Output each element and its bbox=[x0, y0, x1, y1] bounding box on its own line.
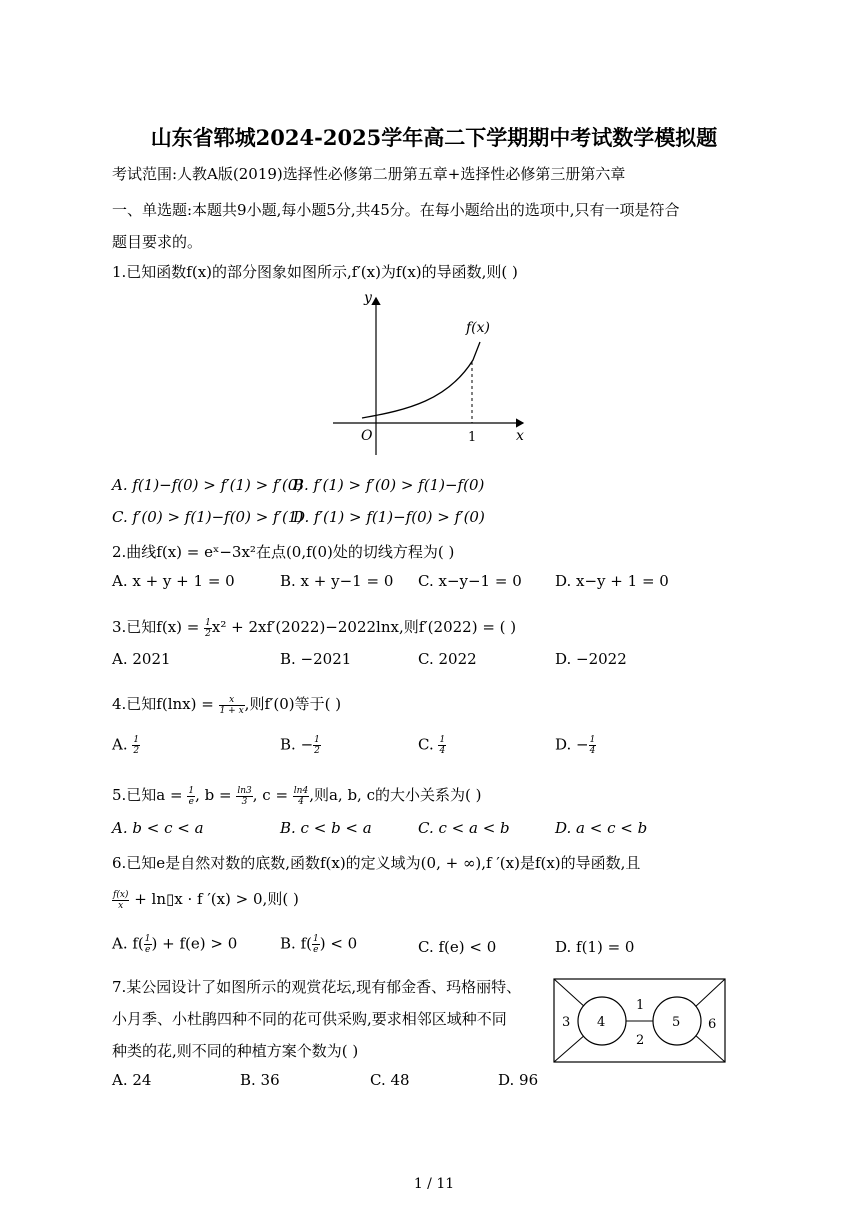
y-axis-label: y bbox=[364, 290, 372, 306]
q6-option-b-fraction bbox=[312, 934, 320, 955]
q6-option-c bbox=[418, 938, 496, 956]
section-heading-line1: 一、单选题:本题共9小题,每小题5分,共45分。在每小题给出的选项中,只有一项是符合 bbox=[112, 201, 680, 219]
q5-c-denominator: 4 bbox=[298, 796, 304, 807]
origin-label: O bbox=[361, 428, 373, 444]
q4-stem bbox=[112, 693, 341, 716]
section-heading-line2: 题目要求的。 bbox=[112, 233, 203, 251]
q7-stem-line3: 种类的花,则不同的种植方案个数为( ) bbox=[112, 1042, 359, 1060]
q4-option-b-denominator: 2 bbox=[314, 746, 320, 756]
q1-option-d: D. f′(1) > f(1)−f(0) > f′(0) bbox=[293, 508, 485, 526]
q4-option-a bbox=[112, 735, 140, 756]
q4-option-c-label: C. bbox=[418, 735, 439, 754]
q6-condition-fraction bbox=[112, 890, 129, 911]
q5-b-denominator: 3 bbox=[241, 796, 248, 807]
q4-option-c-numerator: 1 bbox=[439, 735, 446, 745]
q4-option-d-label: D. bbox=[555, 735, 577, 754]
q5-b-numerator: ln3 bbox=[237, 785, 252, 796]
q6-option-a bbox=[112, 934, 237, 955]
q5-stem-a: 5.已知a = bbox=[112, 786, 188, 804]
q4-option-b-sign: − bbox=[300, 735, 314, 754]
q6-option-b-label: B. bbox=[280, 934, 301, 953]
q4-option-d bbox=[555, 735, 596, 756]
q6-option-b-pre: f( bbox=[300, 934, 312, 953]
q1-stem: 1.已知函数f(x)的部分图象如图所示,f′(x)为f(x)的导函数,则( ) bbox=[112, 263, 518, 281]
q6-stem: 6.已知e是自然对数的底数,函数f(x)的定义域为(0, + ∞),f ′(x)是f(x)的导函数,且 bbox=[112, 854, 641, 872]
q3-option-b: B. −2021 bbox=[280, 650, 352, 668]
q4-option-d-sign: − bbox=[576, 735, 589, 754]
q4-option-c-denominator: 4 bbox=[439, 746, 446, 756]
q6-condition-numerator: f(x) bbox=[113, 889, 129, 900]
q6-option-a-numerator: 1 bbox=[144, 934, 151, 944]
q4-fraction-denominator: 1 + x bbox=[219, 705, 244, 716]
region-5-label: 5 bbox=[672, 1015, 681, 1030]
q3-stem bbox=[112, 616, 516, 639]
q6-condition-denominator: x bbox=[118, 900, 124, 911]
q5-a-denominator: e bbox=[188, 796, 194, 807]
q7-stem-line1: 7.某公园设计了如图所示的观赏花坛,现有郁金香、玛格丽特、 bbox=[112, 978, 522, 996]
q4-option-b bbox=[280, 735, 321, 756]
q6-option-a-denominator: e bbox=[144, 945, 151, 955]
q6-option-b-denominator: e bbox=[313, 945, 319, 955]
q3-option-d: D. −2022 bbox=[555, 650, 627, 668]
x-tick-one: 1 bbox=[468, 430, 477, 445]
q6-condition bbox=[112, 888, 299, 911]
q7-option-b: B. 36 bbox=[240, 1071, 280, 1089]
q6-option-b-post: ) < 0 bbox=[319, 934, 358, 953]
q5-option-a: A. b < c < a bbox=[112, 819, 204, 837]
q6-option-b-numerator: 1 bbox=[312, 934, 319, 944]
q4-option-a-fraction bbox=[132, 735, 140, 756]
q7-option-a: A. 24 bbox=[112, 1071, 152, 1089]
q6-option-b bbox=[280, 934, 357, 955]
q3-stem-post: x² + 2xf′(2022)−2022lnx,则f′(2022) = ( ) bbox=[211, 618, 517, 636]
q4-option-a-denominator: 2 bbox=[133, 746, 140, 756]
q7-option-d: D. 96 bbox=[498, 1071, 539, 1089]
q5-stem-b: , b = bbox=[195, 786, 237, 804]
q5-c-fraction bbox=[293, 786, 309, 807]
diag-bottom-left bbox=[554, 1034, 586, 1062]
q2-option-a: A. x + y + 1 = 0 bbox=[112, 572, 235, 590]
function-curve bbox=[362, 342, 480, 418]
q4-fraction-numerator: x bbox=[219, 695, 245, 706]
q5-b-fraction bbox=[236, 786, 252, 807]
q3-half-denominator: 2 bbox=[205, 628, 211, 639]
q4-option-d-denominator: 4 bbox=[589, 746, 596, 756]
q6-condition-post: + ln▯x · f ′(x) > 0,则( ) bbox=[129, 890, 299, 908]
curve-label: f(x) bbox=[466, 320, 491, 336]
q3-half-numerator: 1 bbox=[205, 617, 211, 628]
q2-stem: 2.曲线f(x) = eˣ−3x²在点(0,f(0)处的切线方程为( ) bbox=[112, 543, 455, 561]
q1-option-c: C. f′(0) > f(1)−f(0) > f′(1) bbox=[112, 508, 304, 526]
q2-option-b: B. x + y−1 = 0 bbox=[280, 572, 394, 590]
q6-option-c-text: f(e) < 0 bbox=[438, 938, 497, 956]
q6-option-d-text: f(1) = 0 bbox=[576, 938, 635, 956]
q4-option-a-numerator: 1 bbox=[133, 735, 140, 745]
q7-flowerbed-diagram bbox=[553, 978, 727, 1064]
q4-option-b-numerator: 1 bbox=[314, 735, 320, 745]
q4-stem-pre: 4.已知f(lnx) = bbox=[112, 695, 219, 713]
q5-option-d: D. a < c < b bbox=[555, 819, 648, 837]
region-2-label: 2 bbox=[636, 1033, 645, 1048]
q5-stem-c: , c = bbox=[252, 786, 293, 804]
q7-stem-line2: 小月季、小杜鹃四种不同的花可供采购,要求相邻区域种不同 bbox=[112, 1010, 507, 1028]
q2-option-c: C. x−y−1 = 0 bbox=[418, 572, 522, 590]
q6-option-a-fraction bbox=[144, 934, 152, 955]
q1-function-graph bbox=[328, 290, 528, 460]
q3-half-fraction bbox=[204, 618, 212, 639]
region-6-label: 6 bbox=[708, 1017, 717, 1032]
diag-bottom-right bbox=[694, 1034, 725, 1062]
q5-a-fraction bbox=[187, 786, 195, 807]
q3-stem-pre: 3.已知f(x) = bbox=[112, 618, 205, 636]
q5-option-b: B. c < b < a bbox=[280, 819, 372, 837]
q5-stem-post: ,则a, b, c的大小关系为( ) bbox=[309, 786, 482, 804]
q2-option-d: D. x−y + 1 = 0 bbox=[555, 572, 669, 590]
q5-c-numerator: ln4 bbox=[293, 785, 309, 796]
diag-top-left bbox=[554, 979, 586, 1008]
q4-option-d-numerator: 1 bbox=[589, 735, 596, 745]
diag-top-right bbox=[694, 979, 725, 1008]
q4-option-a-label: A. bbox=[112, 735, 133, 754]
q5-option-c: C. c < a < b bbox=[418, 819, 510, 837]
q4-fraction bbox=[219, 695, 245, 716]
page-number: 1 / 11 bbox=[413, 1176, 455, 1192]
q4-option-c-fraction bbox=[438, 735, 446, 756]
q6-option-d-label: D. bbox=[555, 938, 577, 956]
region-4-label: 4 bbox=[597, 1015, 606, 1030]
q6-option-d bbox=[555, 938, 634, 956]
q1-option-b: B. f′(1) > f′(0) > f(1)−f(0) bbox=[293, 476, 485, 494]
x-axis-label: x bbox=[516, 428, 524, 444]
q4-option-d-fraction bbox=[589, 735, 597, 756]
q4-stem-post: ,则f′(0)等于( ) bbox=[244, 695, 342, 713]
q6-option-a-pre: f( bbox=[132, 934, 144, 953]
q5-a-numerator: 1 bbox=[188, 785, 195, 796]
page-title: 山东省郓城2024-2025学年高二下学期期中考试数学模拟题 bbox=[150, 125, 718, 150]
q6-option-a-label: A. bbox=[112, 934, 133, 953]
q3-option-c: C. 2022 bbox=[418, 650, 477, 668]
q6-option-a-post: ) + f(e) > 0 bbox=[151, 934, 238, 953]
region-1-label: 1 bbox=[636, 998, 645, 1013]
q7-option-c: C. 48 bbox=[370, 1071, 410, 1089]
q6-option-c-label: C. bbox=[418, 938, 439, 956]
q4-option-b-fraction bbox=[313, 735, 321, 756]
q3-option-a: A. 2021 bbox=[112, 650, 171, 668]
exam-scope: 考试范围:人教A版(2019)选择性必修第二册第五章+选择性必修第三册第六章 bbox=[112, 165, 626, 183]
region-3-label: 3 bbox=[562, 1015, 571, 1030]
q1-option-a: A. f(1)−f(0) > f′(1) > f′(0) bbox=[112, 476, 304, 494]
q4-option-c bbox=[418, 735, 446, 756]
q4-option-b-label: B. bbox=[280, 735, 301, 754]
q5-stem bbox=[112, 784, 481, 807]
